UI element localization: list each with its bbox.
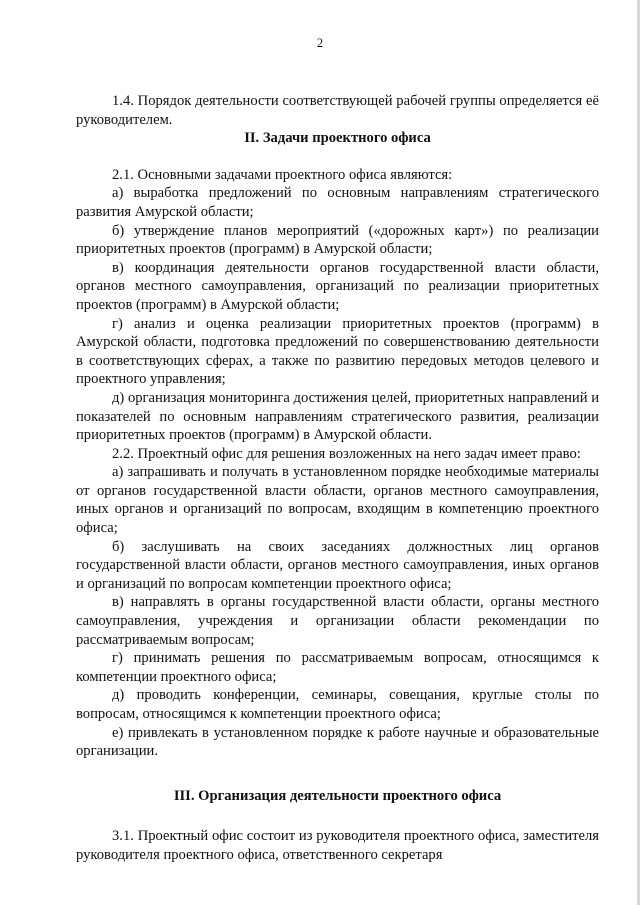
paragraph: 3.1. Проектный офис состоит из руководителя проектного офиса, заместителя руководителя проектного офиса, ответственного секретаря (76, 828, 599, 863)
spacer (76, 148, 599, 166)
paragraph: г) принимать решения по рассматриваемым вопросам, относящимся к компетенции проектного офиса; (76, 650, 599, 685)
paragraph: г) анализ и оценка реализации приоритетных проектов (программ) в Амурской области, подготовка предложений по совершенствованию деятельности в соответствующих сферах, а также по развитию передовых методов целевого и проектного управления; (76, 315, 599, 388)
page-number: 2 (316, 36, 324, 50)
paragraph: д) организация мониторинга достижения целей, приоритетных направлений и показателей по основным направлениям стратегического развития, реализации приоритетных проектов (программ) в Амурской области. (76, 389, 599, 444)
paragraph: б) заслушивать на своих заседаниях должностных лиц органов государственной власти области, органов местного самоуправления, иных органов и организаций по вопросам компетенции проектного офиса; (76, 538, 599, 592)
section-heading: II. Задачи проектного офиса (244, 130, 431, 147)
section-heading: III. Организация деятельности проектного офиса (173, 787, 502, 804)
paragraph: 2.1. Основными задачами проектного офиса являются: (112, 166, 453, 183)
spacer (76, 761, 599, 787)
paragraph: 1.4. Порядок деятельности соответствующей рабочей группы определяется её руководителем. (76, 93, 599, 128)
paragraph: б) утверждение планов мероприятий («дорожных карт») по реализации приоритетных проектов (программ) в Амурской области; (76, 222, 599, 258)
paragraph: а) выработка предложений по основным направлениям стратегического развития Амурской области; (76, 185, 599, 220)
paragraph: в) координация деятельности органов государственной власти области, органов местного самоуправления, организаций по реализации приоритетных проектов (программ) в Амурской области; (76, 259, 599, 313)
paragraph: а) запрашивать и получать в установленном порядке необходимые материалы от органов государственной власти области, органов местного самоуправления, иных органов и организаций по вопросам, входящим в компетенцию проектного офиса; (76, 464, 599, 537)
paragraph: в) направлять в органы государственной власти области, органы местного самоуправления, учреждения и организации области рекомендации по рассматриваемым вопросам; (76, 594, 599, 648)
spacer (76, 805, 599, 827)
document-body (76, 92, 599, 865)
paragraph: д) проводить конференции, семинары, совещания, круглые столы по вопросам, относящимся к компетенции проектного офиса; (76, 687, 599, 722)
paragraph: е) привлекать в установленном порядке к работе научные и образовательные организации. (76, 724, 599, 760)
paragraph: 2.2. Проектный офис для решения возложенных на него задач имеет право: (112, 445, 581, 462)
